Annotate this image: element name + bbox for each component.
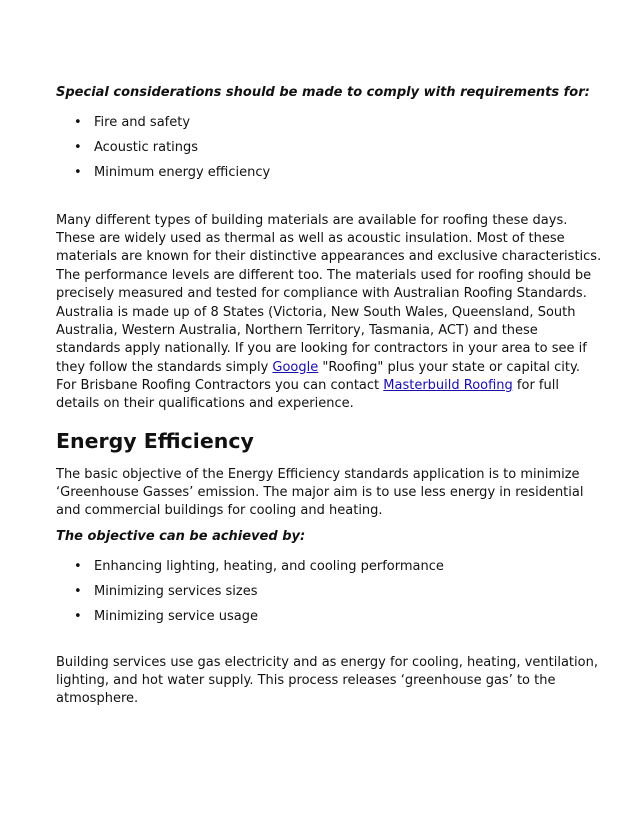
bullet-icon: • [74, 140, 82, 155]
list-item: • Minimum energy efficiency [74, 165, 271, 180]
materials-paragraph: Many different types of building materials are available for roofing these days. These are widely used as thermal as well as acoustic insulation. Most of these materials are known for their distinctive appearances and exclusive characteristics. The performance levels are different too. The materials used for roofing should be precisely measured and tested for compliance with Australian Roofing Standards. [56, 213, 602, 301]
bullet-icon: • [74, 559, 82, 574]
bullet-icon: • [74, 609, 82, 624]
objective-list [56, 558, 444, 633]
requirements-list [56, 114, 270, 189]
standards-paragraph: Australia is made up of 8 States (Victoria, New South Wales, Queensland, South Australia, Western Australia, Northern Territory, Tasmania, ACT) and these standards apply nationally. If you are looking for contractors in your area to see if they follow the standards simply Google "Roofing" plus your state or capital city. For Brisbane Roofing Contractors you can contact Masterbuild Roofing for full details on their qualifications and experience. [56, 305, 587, 412]
objective-lead: The objective can be achieved by: [56, 529, 306, 544]
requirements-lead: Special considerations should be made to comply with requirements for: [56, 85, 590, 100]
energy-efficiency-heading: Energy Efficiency [56, 429, 254, 453]
energy-intro-paragraph: The basic objective of the Energy Efficiency standards application is to minimize ‘Greenhouse Gasses’ emission. The major aim is to use less energy in residential and commercial buildings for cooling and heating. [56, 467, 584, 519]
google-link[interactable]: Google [272, 359, 319, 375]
list-item: • Minimizing service usage [74, 609, 258, 624]
bullet-icon: • [74, 584, 82, 599]
list-item: • Minimizing services sizes [74, 584, 258, 599]
bullet-icon: • [74, 115, 82, 130]
list-item: • Fire and safety [74, 115, 191, 130]
masterbuild-roofing-link[interactable]: Masterbuild Roofing [383, 377, 513, 393]
bullet-icon: • [74, 165, 82, 180]
list-item: • Enhancing lighting, heating, and cooling performance [74, 559, 444, 574]
building-services-paragraph: Building services use gas electricity and as energy for cooling, heating, ventilation, lighting, and hot water supply. This process releases ‘greenhouse gas’ to the atmosphere. [56, 655, 598, 707]
list-item: • Acoustic ratings [74, 140, 199, 155]
